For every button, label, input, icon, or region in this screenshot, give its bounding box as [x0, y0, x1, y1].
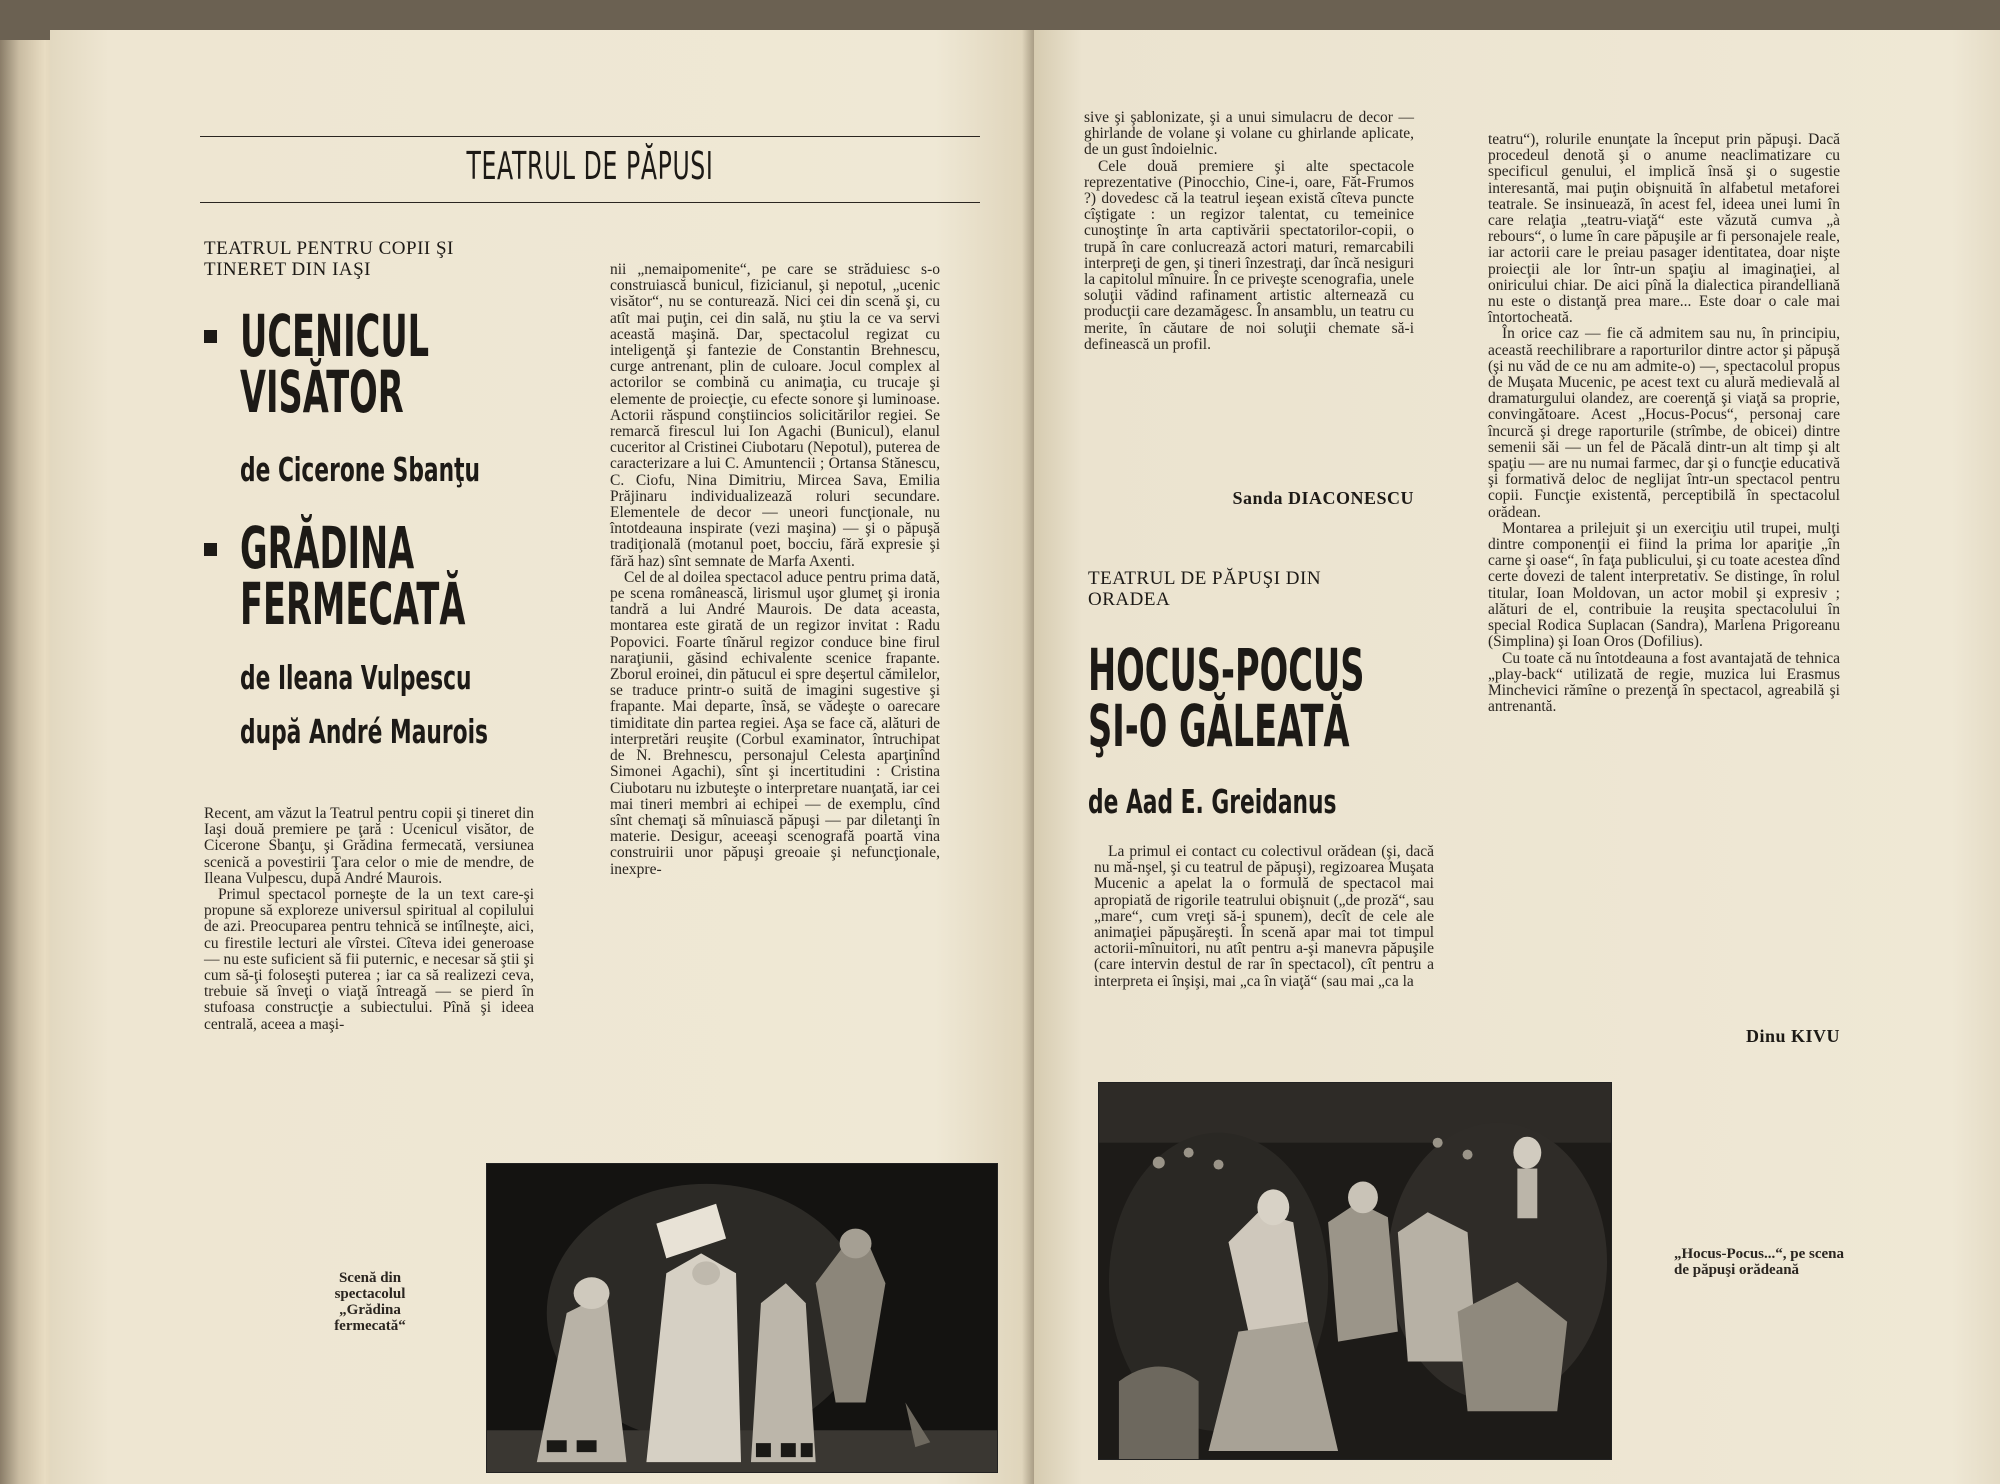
play1-author-wrap [240, 450, 604, 490]
right-page [1034, 30, 2000, 1484]
paragraph: Primul spectacol porneşte de la un text care-şi propune să exploreze universul spiritual al copilului de azi. Preocuparea pentru tehnică se intîlneşte, aici, cu firestile lecturi ale vîrstei. Cîteva idei generoase — nu este suficient să fii puternic, e necesar să ştii şi cum să-ţi foloseşti puterea ; iar ca să realizezi ceva, trebuie să înveţi o viaţă întreagă — se pierd în stufoasa construcţie a subiectului. Pînă şi ideea centrală, aceea a maşi- [204, 886, 534, 1033]
paragraph: La primul ei contact cu colectivul orădean (şi, dacă nu mă-nşel, şi cu teatrul de păpuşi), regizoarea Muşata Mucenic a apelat la o formulă de spectacol mai apropiată de rigorile teatrului obişnuit („de proză“, sau „mare“, cum vreţi să-i spunem), decît de cele ale animaţiei păpuşăreşti. În scenă apar mai tot timpul actorii-mînuitori, nu atît pentru a-şi manevra păpuşile (care intervin destul de rar în spectacol), cît pentru a interpreta ei înşişi, mai „ca în viaţă“ (sau mai „ca la [1094, 843, 1434, 990]
left-column-1 [204, 806, 534, 1033]
bullet-square-icon [204, 543, 217, 556]
play1-title-line2: VISĂTOR [240, 358, 404, 426]
paragraph: În orice caz — fie că admitem sau nu, în principiu, această reechilibrare a raporturilor dintre actor şi păpuşă (şi nu văd de ce nu am admite-o) —, spectacolul propus de Muşata Mucenic, pe acest text cu alură medievală al dramaturgului olandez, are coerenţă şi viaţă sa proprie, convingătoare. Acest „Hocus-Pocus“, personaj care încurcă şi drege raporturile (strîmbe, de obicei) dintre semenii săi — un fel de Păcală dintr-un alt timp şi alt spaţiu — are nu numai farmec, dar şi o funcţie educativă şi formativă deloc de neglijat într-un spectacol pentru copii. Funcţie existentă, perceptibilă în spectacolul orădean. [1488, 325, 1840, 521]
stage-photo-hocus-pocus [1098, 1082, 1612, 1460]
right-column-1b [1094, 844, 1434, 990]
play2-author-line1: de Ileana Vulpescu [240, 658, 472, 697]
photo-image [487, 1164, 997, 1472]
hocus-title-line2: ŞI-O GĂLEATĂ [1088, 692, 1350, 760]
play1-title [240, 302, 566, 426]
signature-sanda-diaconescu: Sanda DIACONESCU [1232, 488, 1414, 508]
bullet-square-icon [204, 330, 217, 343]
paragraph: Cele două premiere şi alte spectacole reprezentative (Pinocchio, Cine-i, oare, Făt-Frumos ?) dovedesc că la teatrul ieşean există cîteva puncte cîştigate : un regizor talentat, cu temeinice cunoştinţe în arta captivării spectatorilor-copii, o trupă în care conlucrează actori maturi, remarcabili interpreţi de gen, şi tineri înzestraţi, dar încă nesiguri la capitolul mînuire. În ce priveşte scenografia, unele soluţii vădind rafinament artistic alternează cu producţii care dezamăgesc. În ansamblu, un teatru cu merite, în căutare de noi soluţii chemate să-i definească un profil. [1084, 157, 1414, 353]
theatre-name: TEATRUL PENTRU COPII ŞI TINERET DIN IAŞI [204, 238, 454, 280]
paragraph: Cu toate că nu întotdeauna a fost avantajată de tehnica „play-back“ utilizată de regie, muzica lui Erasmus Minchevici rămîne o prezenţă în spectacol, agreabilă şi antrenantă. [1488, 649, 1840, 716]
paragraph: Recent, am văzut la Teatrul pentru copii şi tineret din Iaşi două premiere pe ţară : Ucenicul visător, de Cicerone Sbanţu, şi Grădina fermecată, versiunea scenică a povestirii Ţara celor o mie de mendre, de Ileana Vulpescu, după André Maurois. [204, 805, 534, 887]
paragraph: sive şi şablonizate, şi a unui simulacru de decor — ghirlande de volane şi volane cu ghirlande aplicate, de un gust îndoielnic. [1084, 109, 1414, 159]
stage-photo-gradina-fermecata [486, 1163, 998, 1473]
section-title: TEATRUL DE PĂPUSI [466, 144, 714, 188]
title-rule-top [200, 136, 980, 137]
right-column-1 [1084, 110, 1414, 353]
play2-title-line1: GRĂDINA [240, 514, 415, 582]
paragraph: nii „nemaipomenite“, pe care se străduiesc s-o construiască bunicul, fizicianul, şi nepotul, „ucenic visător“, nu se conturează. Nici cei din scenă şi, cu atît mai puţin, cei din sală, nu ştiu la ce va servi această maşină. Dar, spectacolul regizat cu inteligenţă şi fantezie de Constantin Brehnescu, curge antrenant, plin de culoare. Jocul complex al actorilor se combină cu animaţia, cu trucaje şi elemente de proiecţie, cu efecte sonore şi luminoase. Actorii răspund conştiincios solicitărilor regiei. Se remarcă firescul lui Ion Agachi (Bunicul), elanul cuceritor al Cristinei Ciubotaru (Nepotul), puterea de caracterizare a lui C. Amuntencii ; Ortansa Stănescu, C. Ciofu, Nina Dimitriu, Mircea Sava, Emilia Prăjinaru individualizează roluri secundare. Elementele de decor — uneori funcţionale, nu întotdeauna inspirate (vezi maşina) — şi o păpuşă tradiţională (motanul poet, bocciu, fără expresie şi fără haz) sînt semnate de Marfa Axenti. [610, 261, 940, 570]
title-rule-bottom [200, 202, 980, 203]
section-title-wrap [200, 144, 980, 196]
play2-author-wrap [240, 658, 616, 752]
left-page [50, 30, 1034, 1484]
play2-title-line2: FERMECATĂ [240, 570, 466, 638]
paragraph: Cel de al doilea spectacol aduce pentru prima dată, pe scena românească, lirismul uşor glumeţ şi ironia tandră a lui André Maurois. De data aceasta, montarea este girată de un regizor invitat : Radu Popovici. Foarte tînărul regizor conduce bine firul naraţiunii, găsind echivalente scenice frapante. Zborul eroinei, din pătucul ei spre deşertul cămilelor, se traduce printr-o suită de imagini sugestive şi frapante. Mai departe, însă, se vădeşte o oarecare timiditate din partea regiei. Aşa se face că, alături de interpretări reuşite (Corbul examinator, întruchipat de N. Brehnescu, personajul Celesta aparţinînd Simonei Agachi), sînt şi incertitudini : Cristina Ciubotaru nu izbuteşte o interpretare nuanţată, iar cei mai tineri membri ai echipei — de exemplu, cînd sînt chemaţi să mînuiască păpuşi — par diletanţi în materie. Desigur, aceeaşi scenografă poartă vina construirii unor păpuşi greoaie şi nefuncţionale, inexpre- [610, 568, 940, 878]
play1-author: de Cicerone Sbanţu [240, 450, 481, 489]
theatre-name-oradea: TEATRUL DE PĂPUŞI DIN ORADEA [1088, 568, 1322, 610]
photo-caption-left: Scenă din spectacolul „Grădina fermecată“ [334, 1270, 406, 1334]
paragraph: Montarea a prilejuit şi un exerciţiu util trupei, mulţi dintre componenţii ei fiind la prima lor apariţie „în carne şi oase“, în faţa publicului, şi cu toate acestea dînd certe dovezi de talent interpretativ. Se distinge, în rolul titular, Ioan Moldovan, un actor mobil şi expresiv ; alături de el, contribuie la reuşita spectacolului în special Rodica Suplacan (Sandra), Marlena Prigoreanu (Simplina) şi Ioan Oros (Dofilius). [1488, 519, 1840, 651]
photo-image [1099, 1083, 1611, 1459]
play2-author-line2: după André Maurois [240, 712, 489, 751]
photo-caption-right: „Hocus-Pocus...“, pe scena de păpuşi orădeană [1674, 1246, 1844, 1278]
hocus-title-line1: HOCUS-POCUS [1088, 636, 1365, 704]
play2-title [240, 514, 629, 638]
play1-title-line1: UCENICUL [240, 302, 430, 370]
hocus-author-wrap [1088, 782, 1465, 822]
right-column-2 [1488, 132, 1840, 715]
signature-dinu-kivu: Dinu KIVU [1745, 1026, 1840, 1046]
hocus-author: de Aad E. Greidanus [1088, 782, 1337, 821]
left-column-2 [610, 262, 940, 878]
paragraph: teatru“), rolurile enunţate la început prin păpuşi. Dacă procedeul denotă şi o anume neaclimatizare cu specificul genului, el implică însă şi o sugestie interesantă, mai puţin obişnuită în alfabetul metaforei teatrale. Se insinuează, în acest fel, ideea unei lumi în care relaţia „teatru-viaţă“ este văzută cumva „à rebours“, o lume în care păpuşile ar fi personajele reale, iar actorii care le preiau pasager identitatea, doar nişte proiecţii ale lor într-un spaţiu al imaginaţiei, al oniricului chiar. De aici pînă la dialectica pirandelliană nu este o distanţă prea mare... Este doar o cale mai întortocheată. [1488, 131, 1840, 327]
